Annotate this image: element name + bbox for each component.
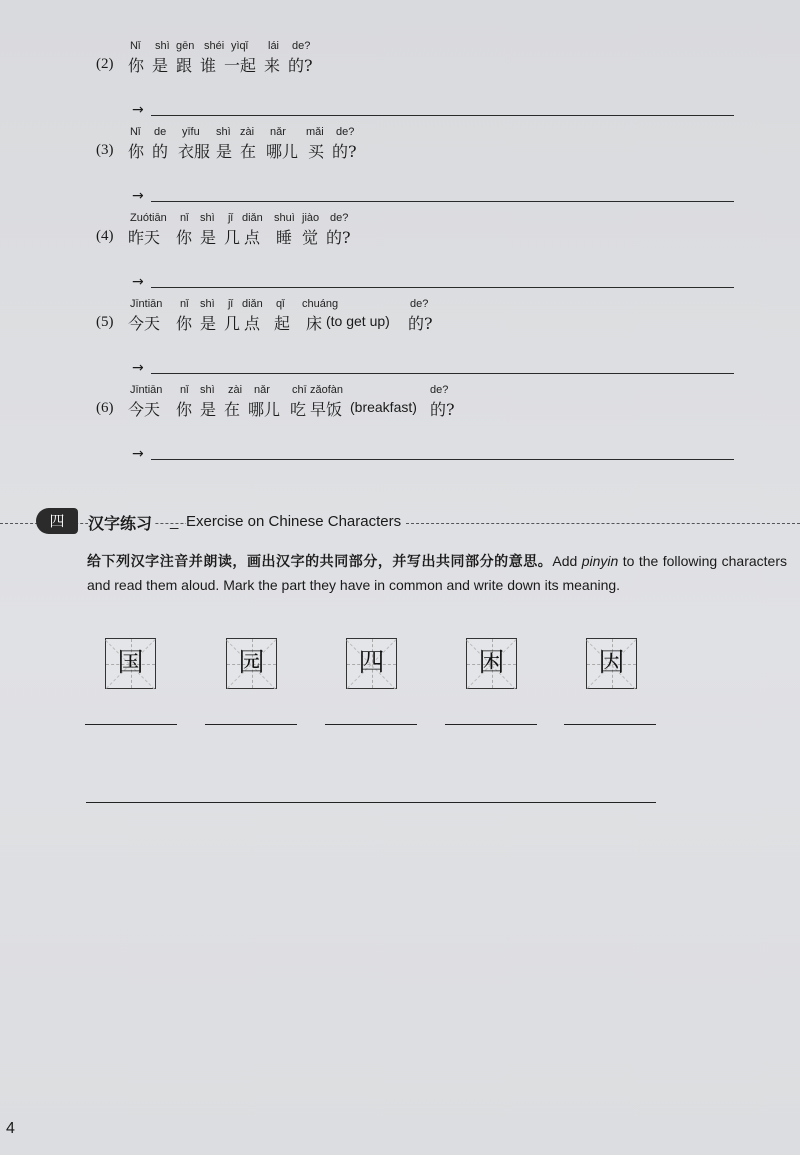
english-gloss: (breakfast) [350, 399, 417, 415]
hanzi: 哪儿 [248, 400, 281, 419]
hanzi: 来 [264, 56, 281, 75]
hanzi: 在 [224, 400, 241, 419]
answer-line[interactable] [151, 459, 734, 460]
pinyin: diǎn [242, 298, 263, 310]
instructions [87, 550, 787, 597]
pinyin: Zuótiān [130, 212, 167, 224]
pinyin: zài [228, 384, 243, 396]
hanzi: 的 [152, 142, 169, 161]
question-number: (2) [96, 56, 114, 72]
section-title-separator: _ [170, 513, 179, 530]
question-number: (3) [96, 142, 114, 158]
character: 园 [238, 648, 265, 678]
instruction-en-italic: pinyin [581, 553, 619, 569]
hanzi: 吃 [290, 400, 307, 419]
character-box [105, 638, 156, 689]
pinyin: Jīntiān [130, 384, 163, 396]
pinyin: nǎr [254, 384, 270, 396]
pinyin: de [154, 126, 167, 138]
pinyin: chī [292, 384, 307, 396]
character: 国 [117, 648, 144, 678]
pinyin-blank[interactable] [205, 724, 297, 725]
hanzi: 哪儿 [266, 142, 299, 161]
question-number: (6) [96, 400, 114, 416]
pinyin: zài [240, 126, 255, 138]
hanzi: 的? [288, 56, 313, 75]
character: 因 [598, 648, 625, 678]
section-badge: 四 [36, 508, 78, 534]
hanzi: 是 [200, 400, 217, 419]
hanzi: 跟 [176, 56, 193, 75]
pinyin: de? [410, 298, 429, 310]
pinyin: jǐ [228, 298, 233, 310]
meaning-answer-line[interactable] [86, 802, 656, 803]
pinyin: nǐ [180, 212, 189, 224]
pinyin-blank[interactable] [564, 724, 656, 725]
pinyin: de? [330, 212, 349, 224]
hanzi: 昨天 [128, 228, 161, 247]
hanzi: 今天 [128, 314, 161, 333]
hanzi: 起 [274, 314, 291, 333]
pinyin: nǐ [180, 298, 189, 310]
hanzi: 谁 [200, 56, 217, 75]
pinyin-blank[interactable] [325, 724, 417, 725]
pinyin: shì [200, 212, 215, 224]
arrow-icon: → [132, 274, 144, 290]
section-title-en: Exercise on Chinese Characters [186, 513, 405, 530]
pinyin: Nǐ [130, 126, 141, 138]
pinyin: de? [292, 40, 311, 52]
hanzi: 觉 [302, 228, 319, 247]
pinyin: nǐ [180, 384, 189, 396]
hanzi: 床 [306, 314, 323, 333]
hanzi: 你 [128, 142, 145, 161]
character: 四 [358, 648, 385, 678]
hanzi: 你 [176, 228, 193, 247]
character-box [586, 638, 637, 689]
character-box [226, 638, 277, 689]
pinyin: gēn [176, 40, 195, 52]
pinyin-blank[interactable] [85, 724, 177, 725]
pinyin: mǎi [306, 126, 324, 138]
hanzi: 你 [176, 314, 193, 333]
answer-line[interactable] [151, 201, 734, 202]
page-number: 4 [6, 1120, 15, 1137]
pinyin: shì [200, 298, 215, 310]
pinyin: chuáng [302, 298, 339, 310]
question-number: (4) [96, 228, 114, 244]
pinyin: Jīntiān [130, 298, 163, 310]
pinyin: zǎofàn [310, 384, 344, 396]
arrow-icon: → [132, 360, 144, 376]
instruction-cn: 给下列汉字注音并朗读，画出汉字的共同部分，并写出共同部分的意思。 [87, 554, 553, 570]
pinyin: shì [216, 126, 231, 138]
arrow-icon: → [132, 188, 144, 204]
hanzi: 买 [308, 142, 325, 161]
arrow-icon: → [132, 102, 144, 118]
pinyin: shuì [274, 212, 295, 224]
hanzi: 的? [332, 142, 357, 161]
pinyin: de? [430, 384, 449, 396]
pinyin: shì [200, 384, 215, 396]
hanzi: 早饭 [310, 400, 343, 419]
hanzi: 点 [244, 314, 261, 333]
hanzi: 今天 [128, 400, 161, 419]
hanzi: 的? [430, 400, 455, 419]
pinyin: de? [336, 126, 355, 138]
section-title-cn: 汉字练习 [88, 511, 154, 534]
hanzi: 点 [244, 228, 261, 247]
pinyin: jiào [302, 212, 320, 224]
arrow-icon: → [132, 446, 144, 462]
hanzi: 睡 [276, 228, 293, 247]
answer-line[interactable] [151, 373, 734, 374]
pinyin: nǎr [270, 126, 286, 138]
answer-line[interactable] [151, 287, 734, 288]
hanzi: 是 [200, 314, 217, 333]
character-box [466, 638, 517, 689]
hanzi: 你 [176, 400, 193, 419]
hanzi: 衣服 [178, 142, 211, 161]
pinyin: lái [268, 40, 280, 52]
pinyin: qǐ [276, 298, 285, 310]
hanzi: 的? [408, 314, 433, 333]
english-gloss: (to get up) [326, 313, 390, 329]
answer-line[interactable] [151, 115, 734, 116]
pinyin: Nǐ [130, 40, 141, 52]
pinyin: shì [155, 40, 170, 52]
hanzi: 在 [240, 142, 257, 161]
hanzi: 是 [200, 228, 217, 247]
hanzi: 是 [216, 142, 233, 161]
hanzi: 一起 [224, 56, 257, 75]
hanzi: 你 [128, 56, 145, 75]
character: 困 [478, 648, 505, 678]
hanzi: 的? [326, 228, 351, 247]
instruction-en-rest: to the following characters and read them aloud. Mark the part they have in common and write down its meaning. [87, 553, 787, 593]
pinyin: yīfu [182, 126, 200, 138]
hanzi: 几 [224, 228, 241, 247]
pinyin-blank[interactable] [445, 724, 537, 725]
character-box [346, 638, 397, 689]
question-number: (5) [96, 314, 114, 330]
hanzi: 几 [224, 314, 241, 333]
pinyin: shéi [204, 40, 225, 52]
pinyin: jǐ [228, 212, 233, 224]
pinyin: yìqǐ [231, 40, 249, 52]
hanzi: 是 [152, 56, 169, 75]
pinyin: diǎn [242, 212, 263, 224]
instruction-en: Add [552, 553, 582, 569]
